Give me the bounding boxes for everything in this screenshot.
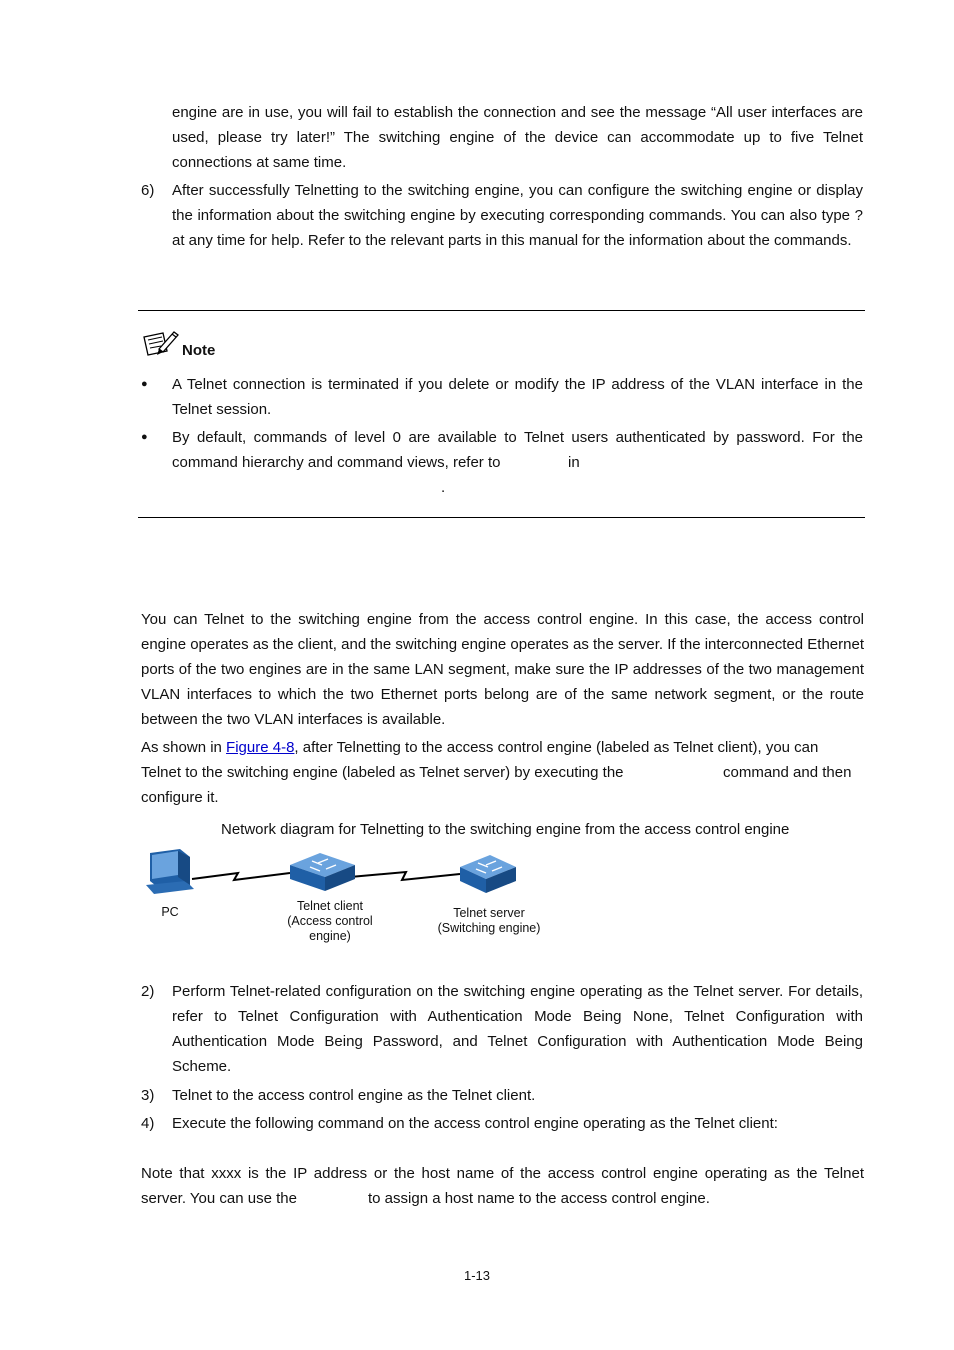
- client-label-line3: engine): [309, 929, 351, 943]
- step-3-text: Telnet to the access control engine as the Telnet client.: [172, 1087, 536, 1104]
- client-label-line2: (Access control: [287, 914, 373, 928]
- link-pc-client: [192, 873, 290, 880]
- list-number-6: 6): [141, 182, 155, 199]
- network-diagram: [140, 845, 560, 900]
- closing-paragraph-a: Note that xxxx is the IP address or the host name of the access control engine operating as the Telnet server. You can use the: [141, 1165, 864, 1207]
- list-item-6-text: After successfully Telnetting to the switching engine, you can configure the switching engine or display the information about the switching engine by executing corresponding commands. You can also type ? at any time for help. Refer to the relevant parts in this manual for the information about the commands.: [172, 182, 863, 249]
- note-bullet-2-end: .: [441, 479, 446, 496]
- step-2-text: Perform Telnet-related configuration on the switching engine operating as the Telnet server. For details, refer to Telnet Configuration with Authentication Mode Being None, Telnet Configuration with Authentication Mode Being Password, and Telnet Configuration with Authentication Mode Being Scheme.: [172, 983, 863, 1075]
- server-label-line2: (Switching engine): [437, 921, 541, 935]
- para2-command-and-then: command and then: [723, 764, 852, 781]
- section-paragraph-2-start: [141, 735, 818, 760]
- para2-configure-it: configure it.: [141, 789, 219, 806]
- note-bullet-2-in: in: [568, 454, 580, 471]
- bullet-dot: ●: [141, 378, 148, 390]
- step-number-2: 2): [141, 983, 155, 1000]
- note-bullet-2: By default, commands of level 0 are available to Telnet users authenticated by password. For the command hierarchy and command views, refer to: [172, 429, 863, 471]
- server-label: [424, 906, 554, 936]
- para2-text-b-line2: Telnet to the switching engine (labeled as Telnet server) by executing the: [141, 764, 624, 781]
- step-number-4: 4): [141, 1115, 155, 1132]
- list-item-5-continuation: engine are in use, you will fail to establish the connection and see the message “All user interfaces are used, please try later!” The switching engine of the device can accommodate up to five Telnet connections at same time.: [172, 104, 863, 171]
- switch-icon-client: [290, 853, 355, 891]
- note-title: Note: [182, 342, 216, 359]
- link-client-server: [350, 872, 460, 880]
- client-label-line1: Telnet client: [296, 899, 363, 913]
- figure-4-8-link[interactable]: Figure 4-8: [226, 739, 295, 756]
- figure-caption: Network diagram for Telnetting to the switching engine from the access control engine: [221, 821, 790, 838]
- pc-label: PC: [161, 905, 179, 919]
- pc-icon: [146, 849, 194, 894]
- note-pencil-icon: [141, 329, 181, 359]
- server-label-line1: Telnet server: [453, 906, 525, 920]
- closing-paragraph-b: to assign a host name to the access control engine.: [368, 1190, 710, 1207]
- para2-text-a: As shown in: [141, 739, 222, 756]
- bullet-dot: ●: [141, 431, 148, 443]
- note-bottom-rule: [138, 517, 865, 518]
- switch-icon-server: [460, 855, 516, 893]
- section-paragraph-1: You can Telnet to the switching engine from the access control engine. In this case, the access control engine operates as the client, and the switching engine operates as the server. If the interconnected Ethernet ports of the two engines are in the same LAN segment, make sure the IP addresses of the two management VLAN interfaces to which the two Ethernet ports belong are of the same network segment, or the route between the two VLAN interfaces is available.: [141, 611, 864, 728]
- client-label: [270, 899, 390, 944]
- para2-text-b-line1: , after Telnetting to the access control engine (labeled as Telnet client), you can: [294, 739, 819, 756]
- step-number-3: 3): [141, 1087, 155, 1104]
- page-number: 1-13: [463, 1268, 491, 1283]
- note-top-rule: [138, 310, 865, 311]
- step-4-text: Execute the following command on the access control engine operating as the Telnet client:: [172, 1115, 778, 1132]
- note-bullet-1: A Telnet connection is terminated if you delete or modify the IP address of the VLAN interface in the Telnet session.: [172, 376, 863, 418]
